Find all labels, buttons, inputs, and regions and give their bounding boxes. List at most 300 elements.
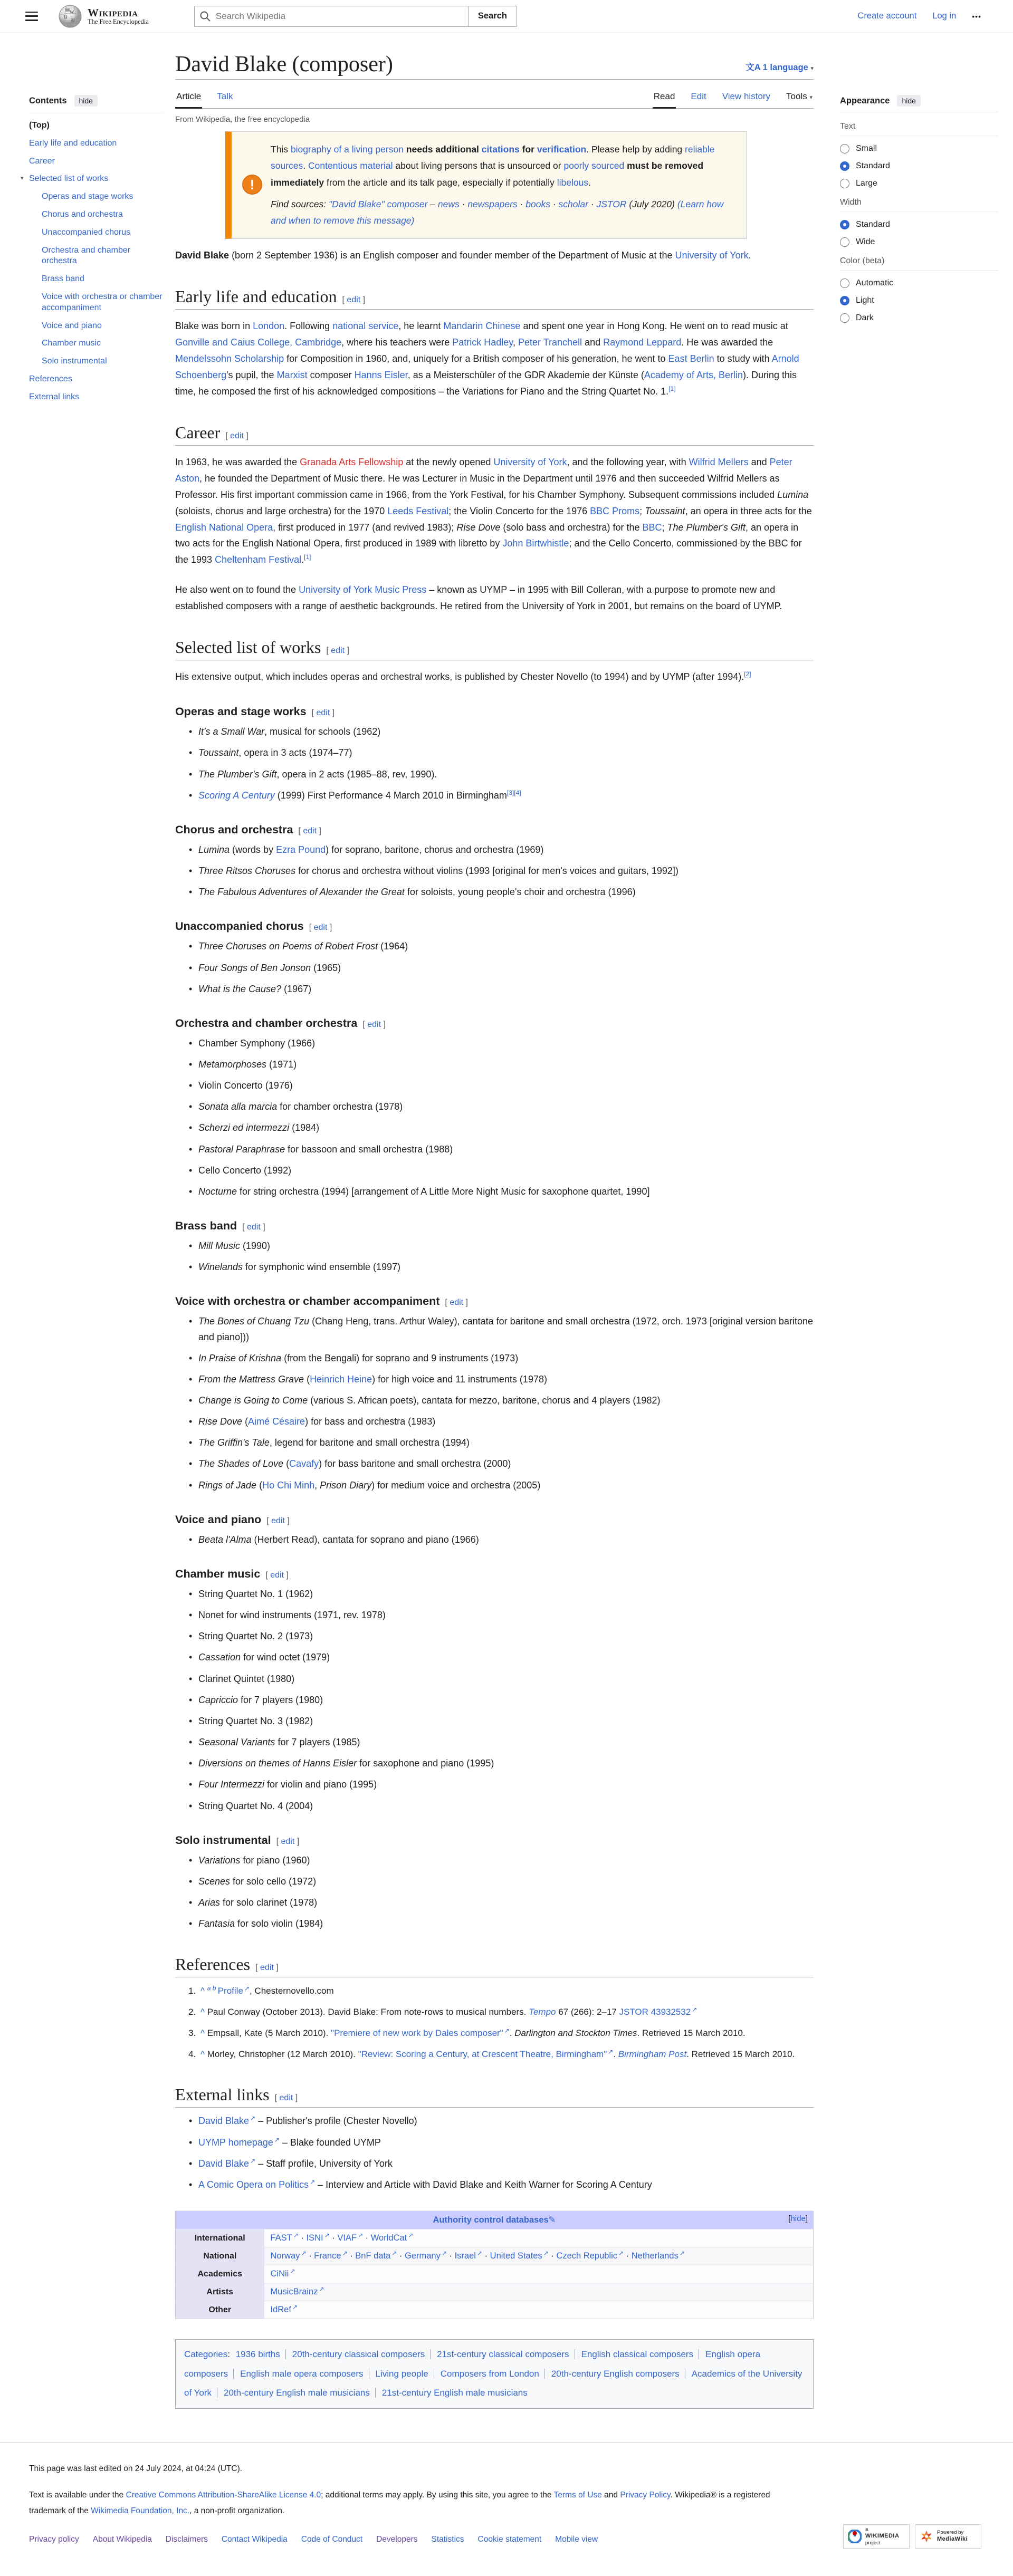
search-button[interactable]: Search bbox=[468, 6, 517, 27]
inline-link[interactable]: Ho Chi Minh bbox=[262, 1479, 315, 1491]
inline-link[interactable]: ^ bbox=[200, 2049, 207, 2060]
inline-link[interactable]: Ezra Pound bbox=[276, 844, 326, 855]
inline-link[interactable]: ↗ bbox=[504, 2026, 510, 2034]
edit-link[interactable]: edit bbox=[331, 646, 345, 656]
inline-link[interactable]: ↗ bbox=[342, 2249, 348, 2257]
works-intro-paragraph bbox=[175, 669, 814, 685]
list-item bbox=[188, 1853, 814, 1868]
orchestra-chamber-list bbox=[188, 1036, 814, 1199]
inline-link[interactable]: Scoring A Century bbox=[198, 790, 275, 801]
chevron-down-icon: ▾ bbox=[809, 94, 813, 101]
toc-item-chorus-orchestra: Chorus and orchestra bbox=[42, 209, 123, 219]
reference-item bbox=[198, 1984, 814, 1998]
wikimedia-badge[interactable]: a WIKIMEDIA project bbox=[843, 2524, 910, 2549]
find-sources-line bbox=[271, 196, 732, 229]
text-segment: · bbox=[397, 2251, 405, 2261]
radio-text-small[interactable]: Small bbox=[840, 144, 998, 153]
text-segment: (1965) bbox=[311, 962, 341, 973]
text-segment: Scherzi ed intermezzi bbox=[198, 1122, 290, 1133]
tab-article[interactable]: Article bbox=[175, 88, 202, 109]
edit-link[interactable]: edit bbox=[450, 1298, 464, 1308]
inline-link[interactable]: Germany bbox=[404, 2251, 441, 2261]
inline-link[interactable]: JSTOR 43932532 bbox=[619, 2007, 691, 2017]
text-segment: (from the Bengali) for soprano and 9 instruments (1973) bbox=[281, 1352, 519, 1363]
toc-item-selected-works: ▾ Selected list of works bbox=[21, 174, 109, 184]
inline-link[interactable]: newspapers bbox=[467, 198, 518, 209]
inline-link[interactable]: Wilfrid Mellers bbox=[689, 456, 749, 467]
toc-collapse-icon[interactable]: ▾ bbox=[21, 175, 24, 182]
inline-link[interactable]: ↗ bbox=[244, 1984, 250, 1992]
text-segment: Chamber Symphony (1966) bbox=[198, 1037, 316, 1049]
toc-item-orchestra-chamber: Orchestra and chamber orchestra bbox=[42, 245, 131, 266]
inline-link[interactable]: Aimé Césaire bbox=[248, 1416, 305, 1427]
text-segment: · bbox=[347, 2251, 356, 2261]
edit-section: [ edit ] bbox=[274, 2093, 298, 2103]
tab-read[interactable]: Read bbox=[653, 88, 676, 109]
text-segment: Empsall, Kate (5 March 2010). bbox=[207, 2028, 331, 2039]
text-segment: for violin and piano (1995) bbox=[264, 1779, 377, 1790]
text-segment: (various S. African poets), cantata for mezzo, baritone, chorus and 4 players (1982) bbox=[308, 1395, 661, 1406]
edit-link[interactable]: edit bbox=[260, 1963, 274, 1973]
warning-exclamation-icon: ! bbox=[242, 175, 262, 195]
tab-tools[interactable]: Tools ▾ bbox=[786, 91, 813, 102]
list-item bbox=[188, 1671, 814, 1687]
radio-selected-icon[interactable] bbox=[840, 161, 849, 171]
inline-link[interactable]: [1] bbox=[668, 385, 676, 392]
text-segment: ; the Violin Concerto for the 1976 bbox=[448, 505, 590, 516]
text-segment: . Following bbox=[284, 320, 333, 331]
text-segment: ; and the Cello Concerto, commissioned by the BBC for the 1993 bbox=[175, 538, 802, 565]
inline-link[interactable]: University of York bbox=[675, 250, 749, 261]
list-item bbox=[188, 1414, 814, 1429]
category-item: 1936 births bbox=[235, 2349, 280, 2360]
inline-link[interactable]: ^ bbox=[200, 1986, 207, 1996]
radio-width-wide[interactable]: Wide bbox=[840, 237, 998, 247]
edit-section: [ edit ] bbox=[276, 1837, 300, 1846]
toc-hide-button[interactable]: hide bbox=[74, 95, 98, 107]
create-account-link[interactable]: Create account bbox=[857, 11, 917, 21]
inline-link[interactable]: Terms of Use bbox=[553, 2490, 602, 2500]
inline-link[interactable]: Tempo bbox=[529, 2007, 556, 2017]
article-content bbox=[175, 33, 814, 2409]
inline-link[interactable]: FAST bbox=[270, 2233, 292, 2243]
inline-link[interactable]: IdRef bbox=[270, 2305, 291, 2315]
authority-control-table bbox=[175, 2210, 814, 2319]
inline-link[interactable]: David Blake bbox=[198, 2116, 250, 2127]
list-item bbox=[188, 982, 814, 997]
radio-selected-icon[interactable] bbox=[840, 220, 849, 229]
appearance-hide-button[interactable]: hide bbox=[897, 95, 920, 107]
site-header bbox=[0, 0, 1013, 33]
edit-section: [ edit ] bbox=[362, 1020, 386, 1029]
text-segment: . bbox=[613, 2049, 618, 2060]
footer-link: About Wikipedia bbox=[92, 2535, 152, 2544]
inline-link[interactable]: ↗ bbox=[543, 2249, 549, 2257]
list-item bbox=[188, 1057, 814, 1072]
toc-item-solo-instrumental: Solo instrumental bbox=[42, 357, 107, 366]
text-segment: His extensive output, which includes operas and orchestral works, is published by Chester Novello (to 1994) and by UYMP (after 1994). bbox=[175, 671, 744, 683]
text-segment: Violin Concerto (1976) bbox=[198, 1080, 293, 1091]
section-heading-external-links: External links [ edit ] bbox=[175, 2085, 814, 2108]
inline-link[interactable]: MusicBrainz bbox=[270, 2287, 318, 2297]
text-segment: Nonet for wind instruments (1971, rev. 1978) bbox=[198, 1610, 386, 1621]
subsection-orchestra-chamber: Orchestra and chamber orchestra [ edit ] bbox=[175, 1016, 386, 1030]
edit-section: [ edit ] bbox=[225, 431, 249, 440]
text-segment: Arias bbox=[198, 1897, 221, 1908]
subsection-unaccompanied-chorus: Unaccompanied chorus [ edit ] bbox=[175, 920, 332, 933]
inline-link[interactable]: news bbox=[437, 198, 460, 209]
text-segment: The Fabulous Adventures of Alexander the Great bbox=[198, 887, 405, 898]
chamber-music-list bbox=[188, 1587, 814, 1814]
last-edited-note: This page was last edited on 24 July 2024, at 04:24 (UTC). bbox=[29, 2464, 243, 2473]
unaccompanied-chorus-list bbox=[188, 939, 814, 996]
text-segment: – known as UYMP – in 1995 with Bill Colleran, with a purpose to promote new and established composers with a range of aesthetic backgrounds. He retired from the University of York in 2001, but remains on the board of UYMP. bbox=[175, 584, 782, 612]
inline-link[interactable]: Cavafy bbox=[289, 1458, 319, 1469]
radio-text-standard[interactable]: Standard bbox=[840, 161, 998, 171]
text-segment: , he learnt bbox=[398, 320, 444, 331]
category-item: English opera composers bbox=[184, 2349, 761, 2379]
text-segment: What is the Cause? bbox=[198, 983, 282, 994]
text-segment: , Chesternovello.com bbox=[249, 1986, 334, 1996]
inline-link[interactable]: verification bbox=[537, 144, 587, 155]
inline-link[interactable]: English National Opera bbox=[175, 522, 273, 533]
inline-link[interactable]: ↗ bbox=[408, 2231, 414, 2239]
edit-link[interactable]: edit bbox=[271, 1516, 285, 1525]
inline-link[interactable]: France bbox=[314, 2251, 341, 2261]
inline-link[interactable]: ↗ bbox=[358, 2231, 364, 2239]
inline-link[interactable]: poorly sourced bbox=[563, 160, 625, 171]
text-segment: (Chang Heng, trans. Arthur Waley), cantata for baritone and small orchestra (1972, orch. 1973 [original version baritone and piano])) bbox=[198, 1316, 813, 1342]
inline-link[interactable]: Profile bbox=[217, 1986, 243, 1996]
inline-link[interactable]: BBC bbox=[642, 522, 662, 533]
edit-link[interactable]: edit bbox=[279, 2093, 293, 2103]
inline-link[interactable]: Granada Arts Fellowship bbox=[300, 456, 404, 467]
inline-link[interactable]: Contentious material bbox=[308, 160, 393, 171]
inline-link[interactable]: a b bbox=[207, 1984, 218, 1992]
text-segment: (July 2020) bbox=[626, 198, 677, 209]
text-segment: · bbox=[298, 2233, 307, 2243]
text-segment: ) for bass baritone and small orchestra (2000) bbox=[319, 1458, 511, 1469]
inline-link[interactable]: [1] bbox=[304, 553, 311, 561]
text-segment: , as a Meisterschüler of the GDR Akademie der Künste ( bbox=[407, 369, 644, 380]
inline-link[interactable]: UYMP homepage bbox=[198, 2137, 273, 2148]
inline-link[interactable]: Birmingham Post bbox=[618, 2049, 687, 2060]
authority-row bbox=[176, 2265, 814, 2283]
inline-link[interactable]: ↗ bbox=[608, 2048, 614, 2055]
inline-link[interactable]: ↗ bbox=[293, 2231, 299, 2239]
inline-link[interactable]: reliable sources bbox=[271, 144, 715, 171]
text-segment: · bbox=[548, 2251, 557, 2261]
edit-link[interactable]: edit bbox=[303, 826, 317, 835]
inline-link[interactable]: ↗ bbox=[274, 2136, 280, 2144]
edit-link[interactable]: edit bbox=[316, 708, 330, 718]
inline-link[interactable]: Arnold Schoenberg bbox=[175, 353, 799, 380]
inline-link[interactable]: ↗ bbox=[391, 2249, 397, 2257]
inline-link[interactable]: Mandarin Chinese bbox=[443, 320, 521, 331]
inline-link[interactable]: Patrick Hadley bbox=[452, 337, 513, 348]
inline-link[interactable]: ↗ bbox=[290, 2267, 295, 2275]
edit-link[interactable]: edit bbox=[313, 923, 328, 933]
list-item bbox=[188, 1184, 814, 1199]
inline-link[interactable]: ↗ bbox=[679, 2249, 685, 2257]
text-segment: to study with bbox=[714, 353, 772, 364]
lead-paragraph bbox=[175, 247, 814, 264]
edit-link[interactable]: edit bbox=[281, 1837, 295, 1846]
inline-link[interactable]: United States bbox=[490, 2251, 542, 2261]
radio-color-light[interactable]: Light bbox=[840, 296, 998, 305]
text-segment: Beata l'Alma bbox=[198, 1534, 252, 1545]
toc-item-chamber-music: Chamber music bbox=[42, 339, 101, 348]
main-menu-icon[interactable] bbox=[25, 12, 38, 21]
inline-link[interactable]: ISNI bbox=[306, 2233, 323, 2243]
tab-view-history[interactable]: View history bbox=[722, 91, 771, 102]
section-heading-references: References [ edit ] bbox=[175, 1955, 814, 1977]
edit-link[interactable]: edit bbox=[270, 1570, 284, 1580]
inline-link[interactable]: Heinrich Heine bbox=[310, 1373, 372, 1385]
text-segment: (words by bbox=[230, 844, 276, 855]
tab-talk[interactable]: Talk bbox=[217, 91, 233, 102]
language-button[interactable]: 文A 1 language ▾ bbox=[746, 63, 814, 73]
inline-link[interactable]: WorldCat bbox=[370, 2233, 407, 2243]
inline-link[interactable]: Israel bbox=[454, 2251, 476, 2261]
list-item bbox=[188, 1714, 814, 1729]
category-item: Living people bbox=[369, 2369, 428, 2379]
voice-orchestra-list bbox=[188, 1314, 814, 1493]
inline-link[interactable]: Wikimedia Foundation, Inc. bbox=[91, 2506, 190, 2515]
text-segment: The Griffin's Tale bbox=[198, 1437, 270, 1448]
inline-link[interactable]: ↗ bbox=[250, 2157, 256, 2165]
authority-row-label: International bbox=[176, 2229, 264, 2247]
footer-link: Code of Conduct bbox=[301, 2535, 363, 2544]
inline-link[interactable]: JSTOR bbox=[596, 198, 627, 209]
text-segment: Text is available under the bbox=[29, 2490, 126, 2500]
inline-link[interactable]: ↗ bbox=[301, 2249, 307, 2257]
text-segment: for solo cello (1972) bbox=[230, 1876, 317, 1887]
inline-link[interactable]: London bbox=[253, 320, 285, 331]
inline-link[interactable]: ↗ bbox=[319, 2285, 324, 2293]
text-segment: – Publisher's profile (Chester Novello) bbox=[255, 2116, 417, 2127]
radio-icon[interactable] bbox=[840, 144, 849, 153]
inline-link[interactable]: David Blake bbox=[198, 2158, 250, 2169]
inline-link[interactable]: Creative Commons Attribution-ShareAlike License 4.0 bbox=[126, 2490, 321, 2500]
logo-wordmark bbox=[88, 7, 149, 25]
text-segment: (1984) bbox=[289, 1122, 320, 1133]
text-segment: . Please help by adding bbox=[586, 144, 685, 155]
text-segment: Clarinet Quintet (1980) bbox=[198, 1673, 295, 1684]
radio-color-automatic[interactable]: Automatic bbox=[840, 278, 998, 288]
list-item bbox=[188, 1608, 814, 1623]
wikipedia-logo[interactable] bbox=[58, 4, 149, 28]
inline-link[interactable]: [2] bbox=[744, 670, 751, 678]
inline-link[interactable]: "David Blake" composer bbox=[328, 198, 428, 209]
inline-link[interactable]: Norway bbox=[270, 2251, 300, 2261]
inline-link[interactable]: "Premiere of new work by Dales composer" bbox=[331, 2028, 503, 2039]
toc-title: Contents bbox=[29, 95, 67, 105]
site-subtitle: From Wikipedia, the free encyclopedia bbox=[175, 115, 310, 124]
text-segment: . He was awarded the bbox=[681, 337, 773, 348]
inline-link[interactable]: East Berlin bbox=[668, 353, 714, 364]
radio-width-standard[interactable]: Standard bbox=[840, 220, 998, 229]
inline-link[interactable]: national service bbox=[332, 320, 399, 331]
inline-link[interactable]: libelous bbox=[557, 177, 589, 188]
radio-icon[interactable] bbox=[840, 237, 849, 247]
edit-link[interactable]: edit bbox=[230, 431, 244, 440]
subsection-solo-instrumental: Solo instrumental [ edit ] bbox=[175, 1833, 300, 1847]
radio-icon[interactable] bbox=[840, 313, 849, 323]
user-menu-dots-icon[interactable]: ••• bbox=[972, 12, 981, 21]
text-segment: · bbox=[482, 2251, 490, 2261]
inline-link[interactable]: Raymond Leppard bbox=[603, 337, 682, 348]
inline-link[interactable]: ↗ bbox=[441, 2249, 447, 2257]
edit-link[interactable]: edit bbox=[347, 295, 361, 304]
chevron-down-icon: ▾ bbox=[810, 65, 814, 72]
text-segment: , opera in 3 acts (1974–77) bbox=[238, 747, 352, 758]
text-segment: Blake was born in bbox=[175, 320, 253, 331]
text-segment: Pastoral Paraphrase bbox=[198, 1143, 285, 1155]
text-segment: , bbox=[314, 1479, 320, 1491]
text-segment: ) for bass and orchestra (1983) bbox=[305, 1416, 436, 1427]
inline-link[interactable]: [3][4] bbox=[506, 789, 521, 796]
inline-link[interactable]: ↗ bbox=[324, 2231, 330, 2239]
toc-item-top: (Top) bbox=[29, 121, 50, 130]
page-title: David Blake (composer) bbox=[175, 52, 393, 76]
inline-link[interactable]: biography of a living person bbox=[290, 144, 404, 155]
text-segment: · bbox=[446, 2251, 455, 2261]
inline-link[interactable]: CiNii bbox=[270, 2269, 289, 2279]
reference-item bbox=[198, 2026, 814, 2041]
inline-link[interactable]: Czech Republic bbox=[556, 2251, 618, 2261]
inline-link[interactable]: Leeds Festival bbox=[387, 505, 449, 516]
inline-link[interactable]: ↗ bbox=[692, 2005, 697, 2013]
inline-link[interactable]: Peter Aston bbox=[175, 456, 792, 484]
text-segment: (1990) bbox=[240, 1241, 271, 1252]
inline-link[interactable]: ↗ bbox=[250, 2114, 256, 2122]
text-segment: . Wikipedia® is a registered trademark of the bbox=[29, 2490, 770, 2515]
text-segment: and bbox=[601, 2490, 620, 2500]
subsection-voice-orchestra: Voice with orchestra or chamber accompaniment [ edit ] bbox=[175, 1295, 468, 1308]
chorus-orchestra-list bbox=[188, 842, 814, 900]
inline-link[interactable]: (Learn how and when to remove this message) bbox=[271, 198, 724, 226]
table-of-contents bbox=[21, 33, 164, 410]
inline-link[interactable]: ↗ bbox=[476, 2249, 482, 2257]
inline-link[interactable]: ↗ bbox=[618, 2249, 624, 2257]
search-bar bbox=[194, 6, 517, 27]
categories-label[interactable]: Categories bbox=[184, 2349, 228, 2360]
inline-link[interactable]: ^ bbox=[200, 2007, 207, 2017]
list-item bbox=[188, 724, 814, 739]
inline-link[interactable]: Mendelssohn Scholarship bbox=[175, 353, 284, 364]
category-item: 21st-century classical composers bbox=[430, 2349, 569, 2359]
text-segment: String Quartet No. 3 (1982) bbox=[198, 1715, 313, 1726]
text-segment: Mill Music bbox=[198, 1241, 240, 1252]
inline-link[interactable]: University of York bbox=[493, 456, 567, 467]
tab-edit[interactable]: Edit bbox=[691, 91, 706, 102]
radio-icon[interactable] bbox=[840, 179, 849, 188]
text-segment: . Retrieved 15 March 2010. bbox=[686, 2049, 795, 2060]
text-segment: Rise Dove bbox=[198, 1416, 243, 1427]
inline-link[interactable]: BnF data bbox=[355, 2251, 391, 2261]
inline-link[interactable]: scholar bbox=[558, 198, 588, 209]
inline-link[interactable]: ↗ bbox=[292, 2303, 298, 2311]
edit-pencil-icon[interactable]: ✎ bbox=[548, 2215, 556, 2225]
inline-link[interactable]: citations bbox=[481, 144, 520, 155]
text-segment: The Plumber's Gift bbox=[667, 522, 746, 533]
inline-link[interactable]: Marxist bbox=[276, 369, 308, 380]
inline-link[interactable]: Netherlands bbox=[631, 2251, 678, 2261]
text-segment: Four Intermezzi bbox=[198, 1779, 265, 1790]
list-item bbox=[188, 842, 814, 858]
inline-link[interactable]: Peter Tranchell bbox=[518, 337, 582, 348]
subsection-operas: Operas and stage works [ edit ] bbox=[175, 705, 335, 718]
edit-link[interactable]: edit bbox=[247, 1223, 261, 1232]
inline-link[interactable]: ↗ bbox=[310, 2178, 316, 2186]
radio-text-large[interactable]: Large bbox=[840, 179, 998, 188]
authority-row-label: Other bbox=[176, 2301, 264, 2319]
wikipedia-globe-icon bbox=[58, 4, 82, 28]
category-item: Academics of the University of York bbox=[184, 2368, 802, 2398]
radio-selected-icon[interactable] bbox=[840, 296, 849, 305]
radio-color-dark[interactable]: Dark bbox=[840, 313, 998, 323]
edit-section: [ edit ] bbox=[342, 295, 366, 304]
text-segment: The Bones of Chuang Tzu bbox=[198, 1316, 310, 1327]
text-segment: Change is Going to Come bbox=[198, 1395, 308, 1406]
authority-hide-button[interactable]: [hide] bbox=[788, 2214, 808, 2224]
categories-list bbox=[184, 2349, 802, 2398]
edit-link[interactable]: edit bbox=[367, 1020, 381, 1029]
inline-link[interactable]: VIAF bbox=[337, 2233, 357, 2243]
text-segment: , opera in 2 acts (1985–88, rev, 1990). bbox=[276, 768, 437, 780]
text-segment: . bbox=[509, 2028, 515, 2039]
appearance-title: Appearance bbox=[840, 95, 890, 105]
width-label: Width bbox=[840, 198, 998, 212]
search-input[interactable] bbox=[194, 6, 468, 27]
inline-link[interactable]: A Comic Opera on Politics bbox=[198, 2179, 309, 2190]
inline-link[interactable]: BBC Proms bbox=[590, 505, 640, 516]
inline-link[interactable]: "Review: Scoring a Century, at Crescent Theatre, Birmingham" bbox=[358, 2049, 607, 2060]
toc-item-unaccompanied-chorus: Unaccompanied chorus bbox=[42, 227, 131, 237]
text-segment: Rise Dove bbox=[456, 522, 501, 533]
inline-link[interactable]: books bbox=[525, 198, 550, 209]
inline-link[interactable]: University of York Music Press bbox=[299, 584, 427, 595]
inline-link[interactable]: Hanns Eisler bbox=[354, 369, 408, 380]
text-segment: for 7 players (1985) bbox=[275, 1737, 360, 1748]
inline-link[interactable]: Academy of Arts, Berlin bbox=[644, 369, 743, 380]
list-item bbox=[188, 1260, 814, 1275]
footer-link: Cookie statement bbox=[477, 2535, 542, 2544]
mediawiki-badge[interactable]: Powered by MediaWiki bbox=[915, 2524, 981, 2549]
inline-link[interactable]: John Birtwhistle bbox=[502, 538, 569, 549]
inline-link[interactable]: ^ bbox=[200, 2028, 207, 2039]
inline-link[interactable]: Privacy Policy bbox=[620, 2490, 671, 2500]
list-item bbox=[188, 1351, 814, 1366]
footer-link: Mobile view bbox=[555, 2535, 598, 2544]
edit-section: [ edit ] bbox=[242, 1223, 265, 1232]
external-links-list bbox=[188, 2113, 814, 2193]
radio-icon[interactable] bbox=[840, 278, 849, 288]
log-in-link[interactable]: Log in bbox=[932, 11, 957, 21]
text-segment: , an opera in three acts for the bbox=[685, 505, 812, 516]
text-segment: (1964) bbox=[378, 941, 408, 952]
authority-row bbox=[176, 2247, 814, 2265]
edit-section: [ edit ] bbox=[265, 1570, 289, 1580]
list-item bbox=[188, 745, 814, 761]
list-item bbox=[188, 939, 814, 954]
inline-link[interactable]: Gonville and Caius College, Cambridge bbox=[175, 337, 342, 348]
text-segment: and spent one year in Hong Kong. He went on to read music at bbox=[520, 320, 788, 331]
inline-link[interactable]: Cheltenham Festival bbox=[215, 554, 302, 565]
edit-section: [ edit ] bbox=[326, 646, 349, 656]
list-item bbox=[188, 1629, 814, 1644]
